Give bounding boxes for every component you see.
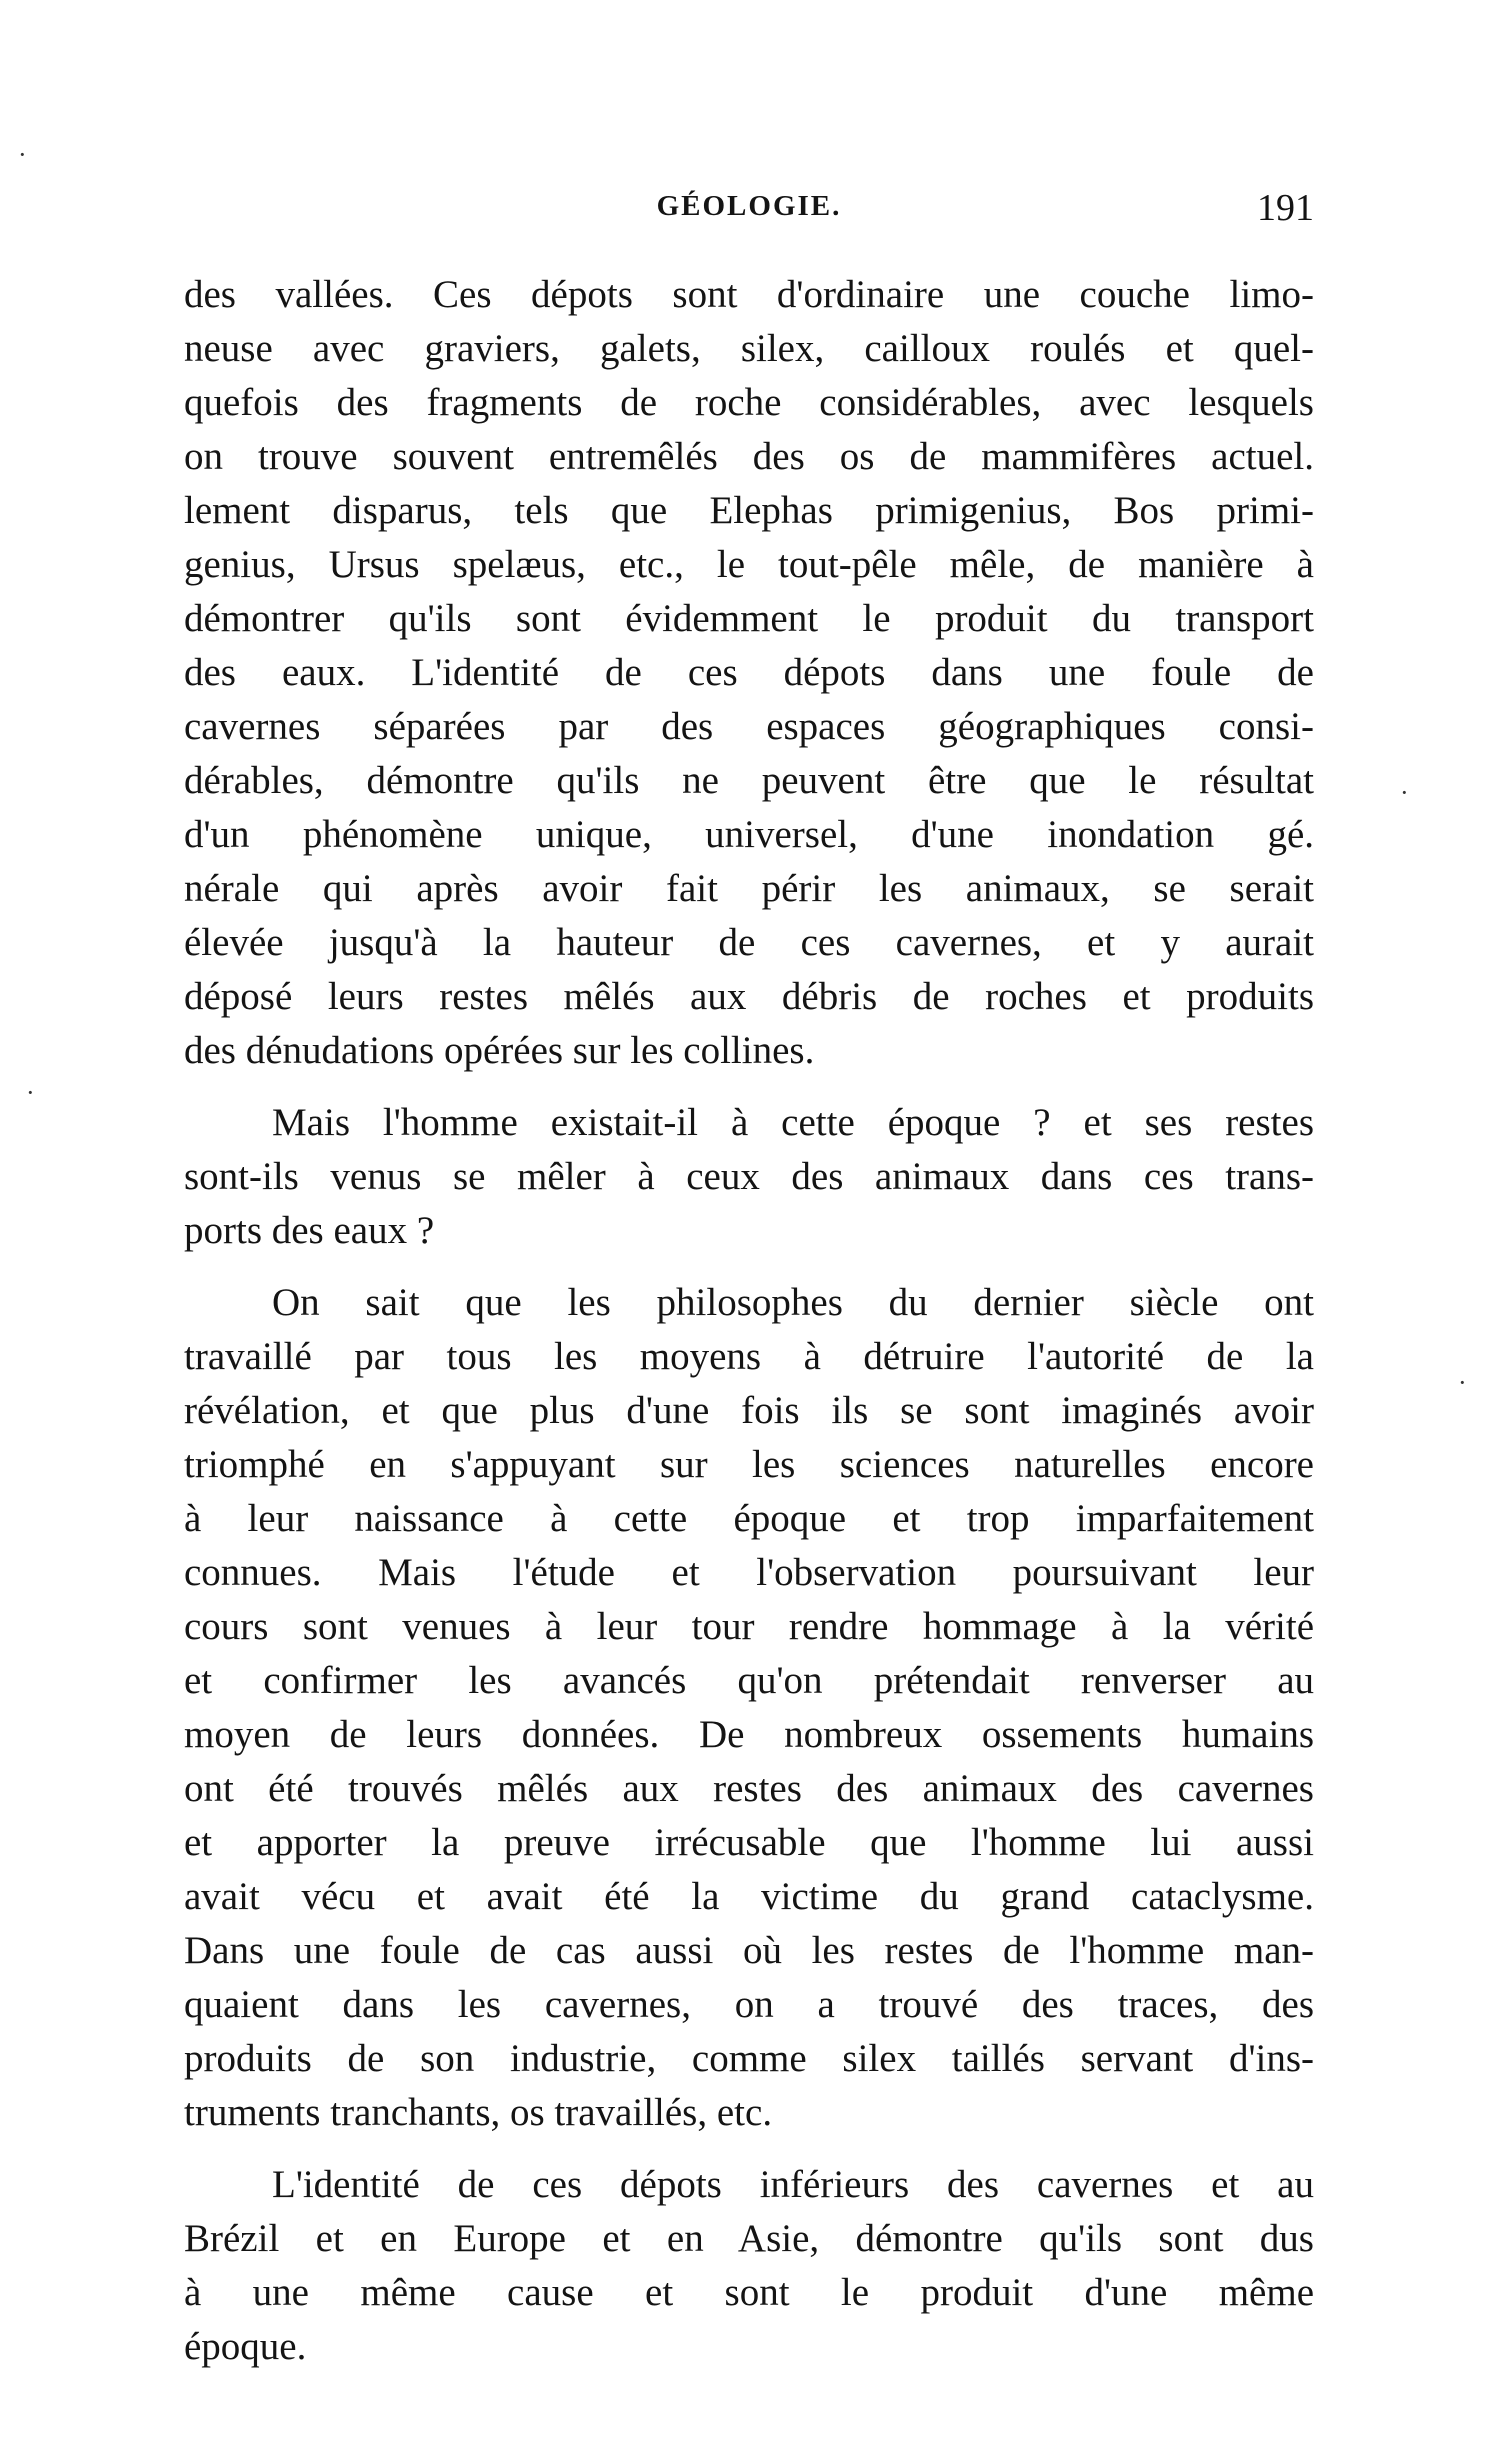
paragraph-gap (184, 2140, 1314, 2158)
page-number: 191 (1257, 187, 1314, 229)
text-line: L'identité de ces dépots inférieurs des cavernes et au (272, 2163, 1314, 2206)
text-line: truments tranchants, os travaillés, etc. (184, 2091, 773, 2134)
text-line: déposé leurs restes mêlés aux débris de roches et produits (184, 975, 1314, 1018)
text-line: genius, Ursus spelæus, etc., le tout-pêle mêle, de manière à (184, 543, 1314, 586)
text-line: sont-ils venus se mêler à ceux des animaux dans ces trans- (184, 1155, 1314, 1198)
running-title: GÉOLOGIE. (656, 190, 842, 222)
text-line: nérale qui après avoir fait périr les animaux, se serait (184, 867, 1314, 910)
margin-speck: · (26, 1078, 35, 1107)
text-line: lement disparus, tels que Elephas primigenius, Bos primi- (184, 489, 1314, 532)
text-line: ont été trouvés mêlés aux restes des animaux des cavernes (184, 1767, 1314, 1810)
body-text (184, 268, 1314, 2374)
text-line: à leur naissance à cette époque et trop imparfaitement (184, 1497, 1314, 1540)
text-line: et confirmer les avancés qu'on prétendait renverser au (184, 1659, 1314, 1702)
text-line: quaient dans les cavernes, on a trouvé des traces, des (184, 1983, 1314, 2026)
margin-speck: · (1400, 778, 1409, 807)
text-line: quefois des fragments de roche considérables, avec lesquels (184, 381, 1314, 424)
text-line: et apporter la preuve irrécusable que l'homme lui aussi (184, 1821, 1314, 1864)
text-line: démontrer qu'ils sont évidemment le produit du transport (184, 597, 1314, 640)
text-line: révélation, et que plus d'une fois ils se sont imaginés avoir (184, 1389, 1314, 1432)
paragraph-gap (184, 1078, 1314, 1096)
paragraph (184, 1096, 1314, 1258)
text-line: moyen de leurs données. De nombreux ossements humains (184, 1713, 1314, 1756)
text-line: dérables, démontre qu'ils ne peuvent être que le résultat (184, 759, 1314, 802)
paragraph (184, 268, 1314, 1078)
margin-speck: · (18, 140, 27, 169)
text-line: d'un phénomène unique, universel, d'une inondation gé. (184, 813, 1314, 856)
text-line: on trouve souvent entremêlés des os de mammifères actuel. (184, 435, 1314, 478)
text-line: ports des eaux ? (184, 1209, 435, 1252)
text-line: époque. (184, 2325, 307, 2368)
text-line: des vallées. Ces dépots sont d'ordinaire une couche limo- (184, 273, 1314, 316)
text-line: neuse avec graviers, galets, silex, cailloux roulés et quel- (184, 327, 1314, 370)
text-line: Mais l'homme existait-il à cette époque ? et ses restes (272, 1101, 1314, 1144)
text-line: triomphé en s'appuyant sur les sciences naturelles encore (184, 1443, 1314, 1486)
paragraph (184, 2158, 1314, 2374)
text-line: produits de son industrie, comme silex taillés servant d'ins- (184, 2037, 1314, 2080)
text-line: Dans une foule de cas aussi où les restes de l'homme man- (184, 1929, 1314, 1972)
text-line: élevée jusqu'à la hauteur de ces cavernes, et y aurait (184, 921, 1314, 964)
text-line: connues. Mais l'étude et l'observation poursuivant leur (184, 1551, 1314, 1594)
paragraph-gap (184, 1258, 1314, 1276)
text-line: travaillé par tous les moyens à détruire l'autorité de la (184, 1335, 1314, 1378)
text-line: des dénudations opérées sur les collines. (184, 1029, 815, 1072)
text-line: cavernes séparées par des espaces géographiques consi- (184, 705, 1314, 748)
text-line: des eaux. L'identité de ces dépots dans une foule de (184, 651, 1314, 694)
text-line: à une même cause et sont le produit d'une même (184, 2271, 1314, 2314)
text-line: On sait que les philosophes du dernier siècle ont (272, 1281, 1314, 1324)
page-header (184, 187, 1314, 230)
text-line: cours sont venues à leur tour rendre hommage à la vérité (184, 1605, 1314, 1648)
margin-speck: · (1458, 1368, 1467, 1397)
text-line: Brézil et en Europe et en Asie, démontre qu'ils sont dus (184, 2217, 1314, 2260)
text-line: avait vécu et avait été la victime du grand cataclysme. (184, 1875, 1314, 1918)
paragraph (184, 1276, 1314, 2140)
